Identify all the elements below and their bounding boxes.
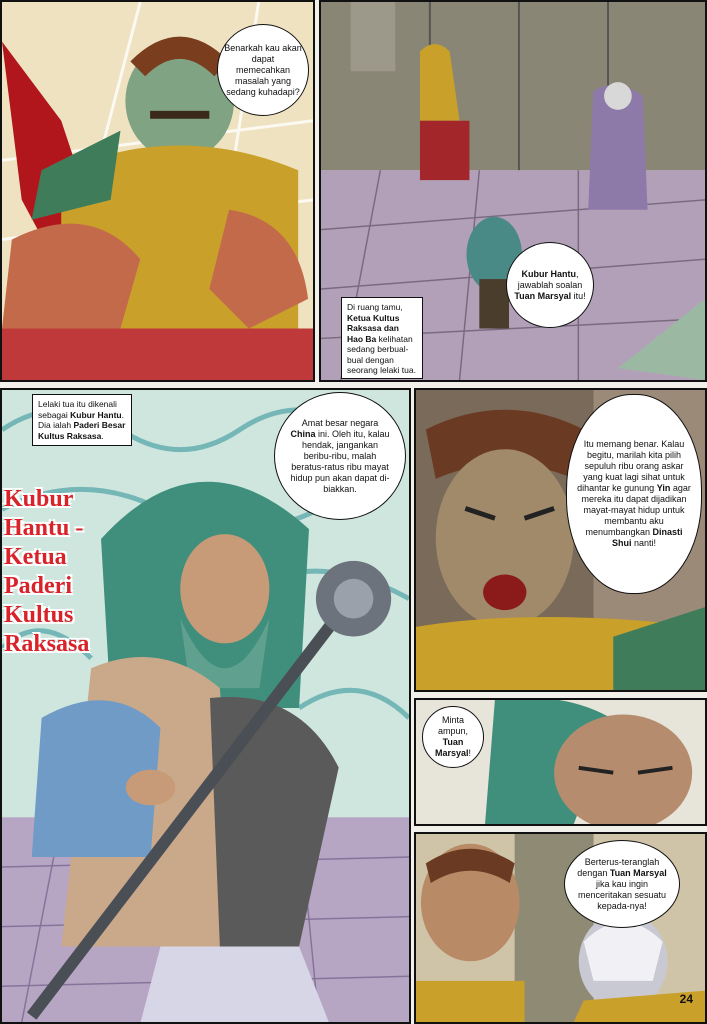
narration-caption-kubur-hantu [32, 394, 132, 446]
bubble-bold-mountain: Yin [656, 483, 671, 493]
title-line: Raksasa [4, 631, 90, 657]
bubble-text: Amat besar negara [301, 417, 379, 428]
panel-2-throne-room [319, 0, 707, 382]
title-line: Ketua [4, 544, 67, 570]
bubble-text: Berterus-teranglah dengan [577, 856, 660, 878]
bubble-text-end: ini. Oleh itu, kalau hendak, jangankan beribu-ribu, malah beratus-ratus ribu mayat hidup pun akan dapat di-biakkan. [290, 428, 390, 494]
bubble-bold-country: China [290, 428, 316, 439]
panel-5-old-man-closeup [414, 698, 707, 826]
bubble-text: Itu memang benar. Kalau begitu, marilah kita pilih sepuluh ribu orang askar yang kuat lagi sihat untuk dihantar ke gunung [577, 439, 685, 493]
bubble-text-end: ! [468, 748, 472, 758]
speech-bubble-apology [422, 706, 484, 768]
bubble-text-mid: agar mereka itu dapat dijadikan mayat-mayat hidup untuk membantu aku menumbangkan [581, 483, 691, 537]
title-line: Hantu - [4, 515, 84, 541]
narration-caption-throne [341, 297, 423, 379]
page-number: 24 [679, 992, 693, 1006]
caption-text-end: . [101, 430, 104, 441]
title-line: Kubur [4, 486, 74, 512]
bubble-text-end: nanti! [631, 538, 657, 548]
bubble-text-end: itu! [571, 290, 586, 301]
bubble-bold-name: Kubur Hantu [521, 268, 576, 279]
title-line: Kultus [4, 602, 74, 628]
caption-text: Lelaki tua itu dikenali sebagai [38, 399, 117, 420]
bubble-text-end: jika kau ingin menceritakan sesuatu kepada-nya! [577, 878, 667, 911]
caption-text: Di ruang tamu, [347, 302, 403, 312]
bubble-bold-title: Tuan Marsyal [434, 737, 469, 758]
caption-bold-names: Ketua Kultus Raksasa dan Hao Ba [347, 312, 400, 344]
caption-bold-title: Paderi Besar Kultus Raksasa [38, 420, 126, 441]
bubble-bold-title: Tuan Marsyal [609, 867, 667, 878]
speech-bubble-hao-ba [564, 840, 680, 928]
panel-1-warrior [0, 0, 315, 382]
caption-bold-name: Kubur Hantu [70, 409, 122, 420]
speech-bubble-kubur-hantu [274, 392, 406, 520]
caption-text-end: kelihatan sedang berbual-bual dengan seorang lelaki tua. [347, 333, 416, 375]
bubble-bold-title: Tuan Marsyal [514, 290, 572, 301]
speech-bubble-warrior-plan [566, 394, 702, 594]
bubble-text: , jawablah soalan [517, 268, 583, 290]
caption-text-mid: . Dia ialah [38, 409, 124, 430]
title-line: Paderi [4, 573, 72, 599]
character-title-overlay [4, 485, 144, 659]
panel-3-kubur-hantu [0, 388, 411, 1024]
panel-6-two-characters [414, 832, 707, 1024]
speech-bubble-kubur-hantu-command [506, 242, 594, 328]
speech-bubble-warrior: Benarkah kau akan dapat memecahkan masalah yang sedang kuhadapi? [217, 24, 309, 116]
panel-4-shouting-warrior [414, 388, 707, 692]
bubble-bold-dynasty: Dinasti Shui [611, 527, 683, 548]
bubble-text: Minta ampun, [437, 715, 469, 736]
